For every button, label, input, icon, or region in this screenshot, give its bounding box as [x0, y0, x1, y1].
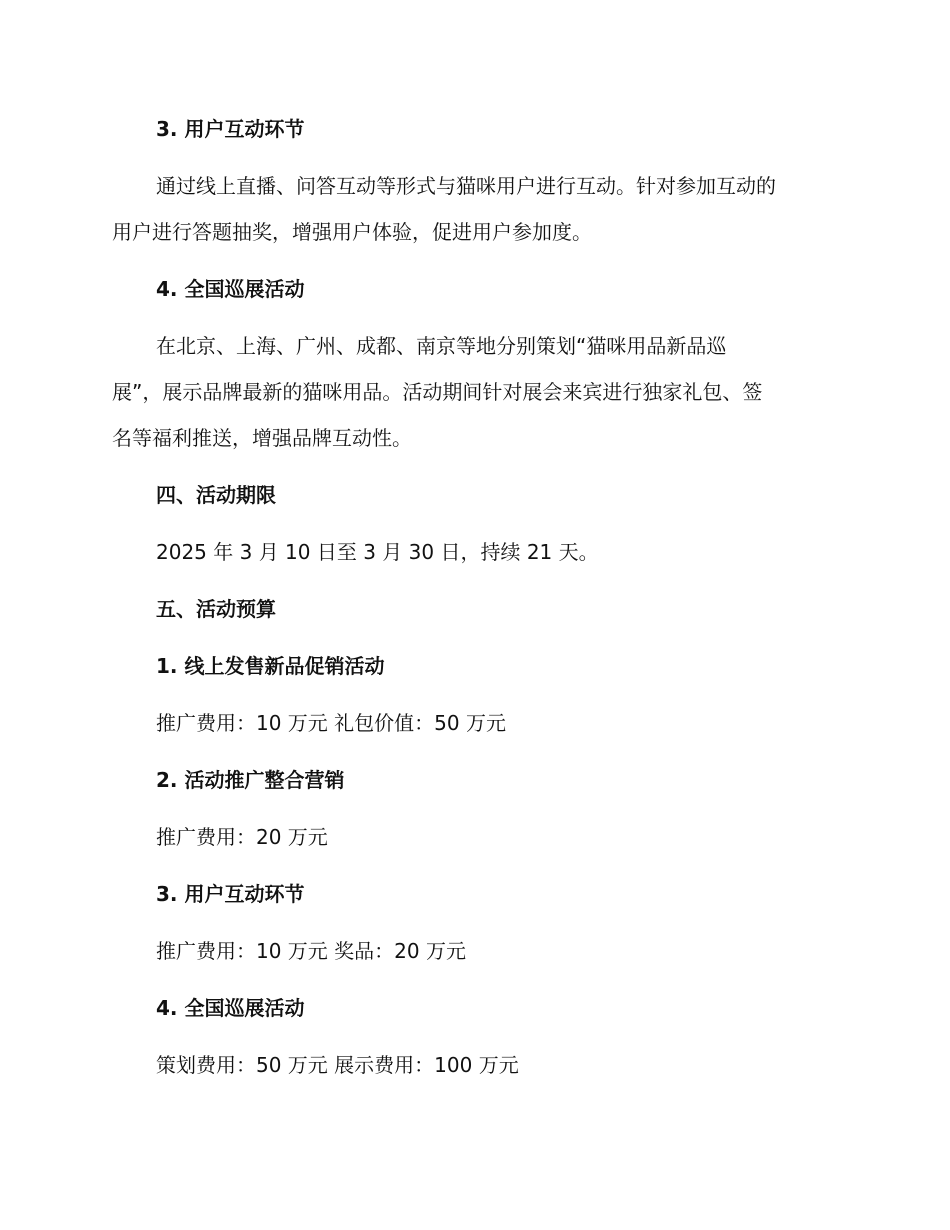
paragraph-national-tour-line-2: 展”，展示品牌最新的猫咪用品。活动期间针对展会来宾进行独家礼包、签 [112, 380, 763, 404]
budget-text-national-tour: 策划费用：50 万元 展示费用：100 万元 [156, 1053, 519, 1077]
budget-heading-national-tour: 4. 全国巡展活动 [156, 996, 305, 1020]
budget-heading-user-interaction: 3. 用户互动环节 [156, 882, 305, 906]
paragraph-user-interaction-line-2: 用户进行答题抽奖，增强用户体验，促进用户参加度。 [112, 220, 592, 244]
budget-heading-integrated-marketing: 2. 活动推广整合营销 [156, 768, 345, 792]
paragraph-national-tour-line-3: 名等福利推送，增强品牌互动性。 [112, 426, 412, 450]
activity-period-text: 2025 年 3 月 10 日至 3 月 30 日，持续 21 天。 [156, 540, 599, 564]
budget-text-integrated-marketing: 推广费用：20 万元 [156, 825, 328, 849]
section-heading-national-tour: 4. 全国巡展活动 [156, 277, 305, 301]
section-heading-activity-budget: 五、活动预算 [156, 597, 276, 621]
paragraph-national-tour-line-1: 在北京、上海、广州、成都、南京等地分别策划“猫咪用品新品巡 [156, 334, 727, 358]
section-heading-activity-period: 四、活动期限 [156, 483, 276, 507]
budget-text-user-interaction: 推广费用：10 万元 奖品：20 万元 [156, 939, 466, 963]
budget-heading-online-launch: 1. 线上发售新品促销活动 [156, 654, 385, 678]
budget-text-online-launch: 推广费用：10 万元 礼包价值：50 万元 [156, 711, 506, 735]
section-heading-user-interaction: 3. 用户互动环节 [156, 117, 305, 141]
paragraph-user-interaction-line-1: 通过线上直播、问答互动等形式与猫咪用户进行互动。针对参加互动的 [156, 174, 776, 198]
